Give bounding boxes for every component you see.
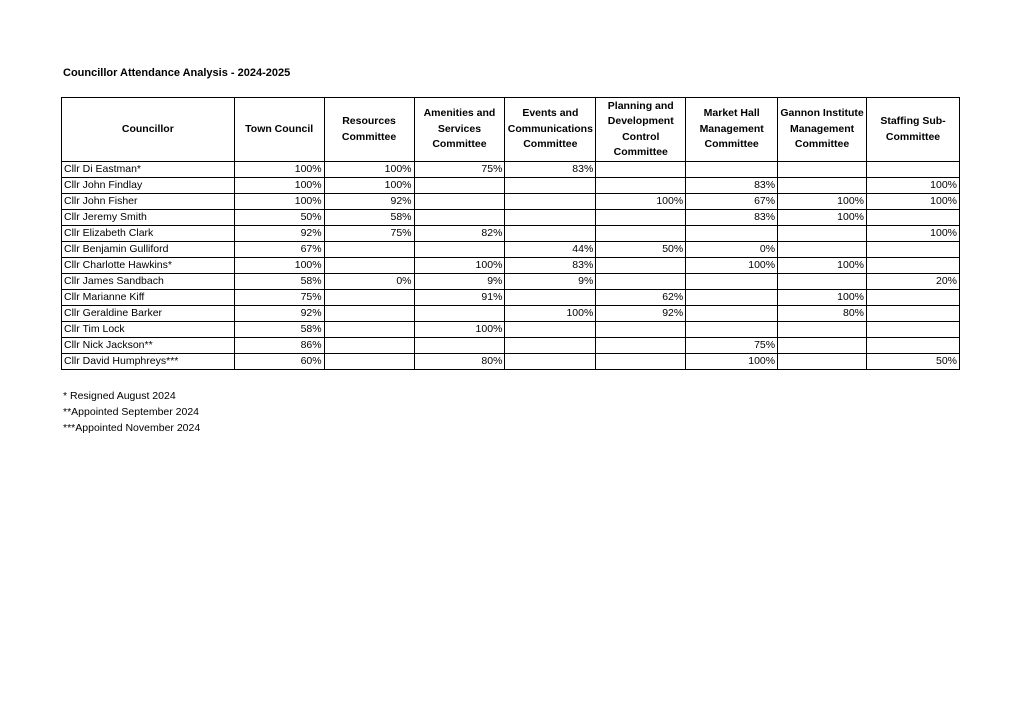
attendance-cell bbox=[596, 338, 686, 354]
table-row bbox=[62, 274, 960, 290]
attendance-cell: 58% bbox=[324, 210, 414, 226]
councillor-name-cell: Cllr Jeremy Smith bbox=[62, 210, 235, 226]
attendance-cell: 100% bbox=[234, 194, 324, 210]
attendance-table bbox=[61, 97, 960, 370]
attendance-cell: 82% bbox=[414, 226, 505, 242]
attendance-cell bbox=[505, 322, 596, 338]
table-row bbox=[62, 338, 960, 354]
table-row bbox=[62, 306, 960, 322]
attendance-cell: 75% bbox=[324, 226, 414, 242]
attendance-cell: 86% bbox=[234, 338, 324, 354]
attendance-cell: 100% bbox=[234, 162, 324, 178]
attendance-cell: 100% bbox=[414, 258, 505, 274]
column-header: Amenities and Services Committee bbox=[414, 98, 505, 162]
attendance-cell bbox=[505, 290, 596, 306]
attendance-cell bbox=[596, 162, 686, 178]
councillor-name-cell: Cllr James Sandbach bbox=[62, 274, 235, 290]
column-header: Resources Committee bbox=[324, 98, 414, 162]
councillor-name-cell: Cllr David Humphreys*** bbox=[62, 354, 235, 370]
attendance-cell bbox=[686, 162, 778, 178]
attendance-cell bbox=[778, 338, 867, 354]
councillor-name-cell: Cllr Charlotte Hawkins* bbox=[62, 258, 235, 274]
attendance-cell: 100% bbox=[505, 306, 596, 322]
attendance-cell: 92% bbox=[234, 306, 324, 322]
attendance-cell bbox=[867, 242, 960, 258]
column-header: Market Hall Management Committee bbox=[686, 98, 778, 162]
attendance-cell: 100% bbox=[778, 258, 867, 274]
attendance-cell: 100% bbox=[596, 194, 686, 210]
table-row bbox=[62, 354, 960, 370]
attendance-cell bbox=[505, 354, 596, 370]
councillor-name-cell: Cllr Marianne Kiff bbox=[62, 290, 235, 306]
councillor-name-cell: Cllr Di Eastman* bbox=[62, 162, 235, 178]
attendance-cell bbox=[414, 210, 505, 226]
table-header-row bbox=[62, 98, 960, 162]
attendance-cell bbox=[778, 322, 867, 338]
councillor-name-cell: Cllr John Findlay bbox=[62, 178, 235, 194]
attendance-cell: 100% bbox=[686, 354, 778, 370]
attendance-cell: 67% bbox=[234, 242, 324, 258]
attendance-cell bbox=[867, 338, 960, 354]
attendance-cell bbox=[414, 194, 505, 210]
column-header: Planning and Development Control Committee bbox=[596, 98, 686, 162]
councillor-name-cell: Cllr Nick Jackson** bbox=[62, 338, 235, 354]
attendance-cell bbox=[414, 178, 505, 194]
attendance-cell bbox=[414, 242, 505, 258]
attendance-cell bbox=[778, 274, 867, 290]
footnote: ***Appointed November 2024 bbox=[63, 422, 201, 434]
attendance-cell bbox=[686, 322, 778, 338]
attendance-cell bbox=[324, 322, 414, 338]
table-row bbox=[62, 210, 960, 226]
footnote: **Appointed September 2024 bbox=[63, 406, 200, 418]
attendance-cell: 58% bbox=[234, 274, 324, 290]
attendance-cell: 100% bbox=[778, 290, 867, 306]
attendance-cell: 9% bbox=[414, 274, 505, 290]
attendance-cell bbox=[778, 162, 867, 178]
attendance-cell: 44% bbox=[505, 242, 596, 258]
column-header: Events and Communications Committee bbox=[505, 98, 596, 162]
attendance-cell bbox=[778, 226, 867, 242]
attendance-cell bbox=[778, 178, 867, 194]
table-row bbox=[62, 178, 960, 194]
attendance-cell bbox=[596, 258, 686, 274]
attendance-cell bbox=[324, 354, 414, 370]
attendance-cell bbox=[414, 338, 505, 354]
attendance-cell bbox=[596, 178, 686, 194]
page-title: Councillor Attendance Analysis - 2024-2025 bbox=[63, 67, 291, 79]
attendance-cell bbox=[505, 194, 596, 210]
attendance-cell bbox=[596, 226, 686, 242]
column-header: Gannon Institute Management Committee bbox=[778, 98, 867, 162]
attendance-cell: 92% bbox=[324, 194, 414, 210]
attendance-cell bbox=[778, 242, 867, 258]
attendance-cell: 100% bbox=[867, 194, 960, 210]
attendance-cell: 20% bbox=[867, 274, 960, 290]
attendance-cell bbox=[867, 322, 960, 338]
attendance-cell: 83% bbox=[505, 258, 596, 274]
attendance-cell: 100% bbox=[778, 210, 867, 226]
attendance-cell: 50% bbox=[867, 354, 960, 370]
attendance-cell bbox=[505, 226, 596, 242]
attendance-cell: 100% bbox=[686, 258, 778, 274]
attendance-cell bbox=[686, 290, 778, 306]
attendance-cell bbox=[686, 226, 778, 242]
table-row bbox=[62, 194, 960, 210]
attendance-cell bbox=[596, 274, 686, 290]
attendance-cell bbox=[324, 306, 414, 322]
attendance-cell: 75% bbox=[414, 162, 505, 178]
attendance-cell: 92% bbox=[234, 226, 324, 242]
attendance-cell: 100% bbox=[324, 178, 414, 194]
table-row bbox=[62, 322, 960, 338]
attendance-cell bbox=[778, 354, 867, 370]
attendance-cell: 67% bbox=[686, 194, 778, 210]
attendance-cell: 50% bbox=[234, 210, 324, 226]
attendance-cell bbox=[596, 354, 686, 370]
table-row bbox=[62, 290, 960, 306]
attendance-cell: 92% bbox=[596, 306, 686, 322]
column-header: Staffing Sub-Committee bbox=[867, 98, 960, 162]
attendance-cell: 100% bbox=[414, 322, 505, 338]
attendance-cell bbox=[867, 306, 960, 322]
footnotes bbox=[63, 388, 200, 436]
attendance-cell: 0% bbox=[324, 274, 414, 290]
attendance-cell bbox=[505, 338, 596, 354]
attendance-cell: 100% bbox=[778, 194, 867, 210]
attendance-cell: 100% bbox=[867, 226, 960, 242]
table-row bbox=[62, 226, 960, 242]
attendance-cell: 100% bbox=[234, 258, 324, 274]
column-header: Councillor bbox=[62, 98, 235, 162]
attendance-cell: 58% bbox=[234, 322, 324, 338]
attendance-cell: 80% bbox=[414, 354, 505, 370]
table-row bbox=[62, 162, 960, 178]
attendance-cell: 60% bbox=[234, 354, 324, 370]
attendance-cell bbox=[867, 162, 960, 178]
attendance-cell: 50% bbox=[596, 242, 686, 258]
attendance-cell bbox=[324, 290, 414, 306]
councillor-name-cell: Cllr Benjamin Gulliford bbox=[62, 242, 235, 258]
attendance-cell bbox=[596, 210, 686, 226]
table-row bbox=[62, 258, 960, 274]
attendance-cell: 91% bbox=[414, 290, 505, 306]
attendance-cell bbox=[324, 242, 414, 258]
attendance-cell bbox=[505, 210, 596, 226]
attendance-cell: 100% bbox=[324, 162, 414, 178]
attendance-cell: 62% bbox=[596, 290, 686, 306]
attendance-cell: 75% bbox=[686, 338, 778, 354]
attendance-cell bbox=[686, 306, 778, 322]
attendance-cell: 0% bbox=[686, 242, 778, 258]
attendance-cell bbox=[324, 258, 414, 274]
attendance-cell bbox=[505, 178, 596, 194]
column-header: Town Council bbox=[234, 98, 324, 162]
attendance-cell bbox=[867, 290, 960, 306]
attendance-cell: 100% bbox=[867, 178, 960, 194]
attendance-cell bbox=[324, 338, 414, 354]
table-row bbox=[62, 242, 960, 258]
attendance-cell bbox=[596, 322, 686, 338]
councillor-name-cell: Cllr Tim Lock bbox=[62, 322, 235, 338]
councillor-name-cell: Cllr Elizabeth Clark bbox=[62, 226, 235, 242]
attendance-cell bbox=[867, 210, 960, 226]
attendance-cell: 83% bbox=[686, 178, 778, 194]
attendance-cell: 100% bbox=[234, 178, 324, 194]
attendance-cell: 83% bbox=[505, 162, 596, 178]
attendance-cell bbox=[686, 274, 778, 290]
attendance-cell bbox=[414, 306, 505, 322]
attendance-cell: 83% bbox=[686, 210, 778, 226]
councillor-name-cell: Cllr John Fisher bbox=[62, 194, 235, 210]
attendance-cell: 80% bbox=[778, 306, 867, 322]
attendance-cell: 75% bbox=[234, 290, 324, 306]
footnote: * Resigned August 2024 bbox=[63, 390, 176, 402]
councillor-name-cell: Cllr Geraldine Barker bbox=[62, 306, 235, 322]
attendance-cell: 9% bbox=[505, 274, 596, 290]
attendance-cell bbox=[867, 258, 960, 274]
